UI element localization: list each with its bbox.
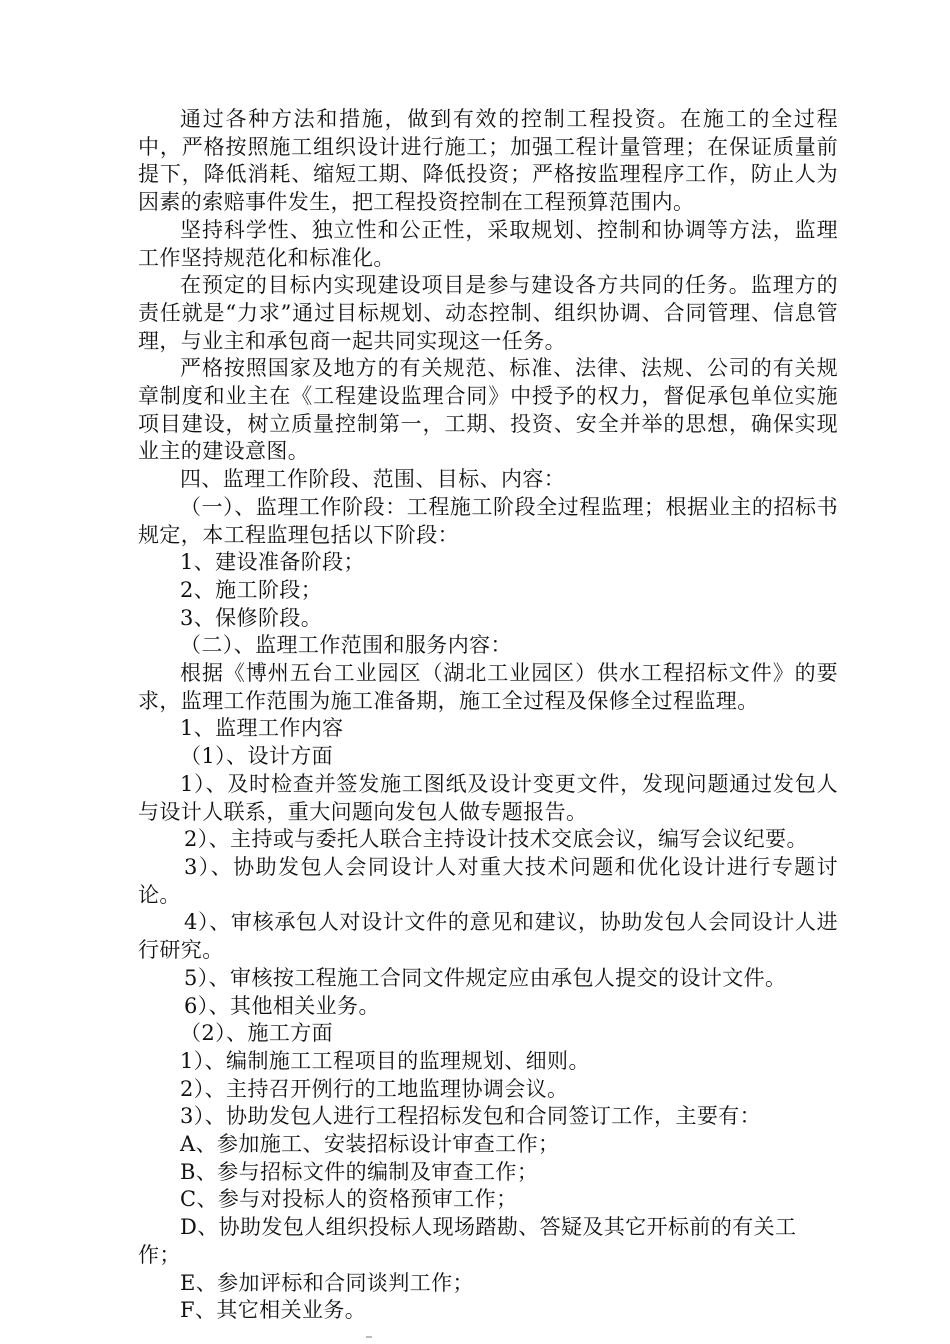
paragraph-investment-control: 通过各种方法和措施，做到有效的控制工程投资。在施工的全过程中，严格按照施工组织设计进行施工；加强工程计量管理；在保证质量前提下，降低消耗、缩短工期、降低投资；严格按监理程序工作，防止人为因素的索赔事件发生，把工程投资控制在工程预算范围内。 [138,107,838,215]
heading-work-content: 1、监理工作内容 [180,716,344,741]
list-item-construction-1: 1）、编制施工工程项目的监理规划、细则。 [180,1048,590,1073]
page-edge-mark [366,1336,372,1338]
heading-design-aspect: （1）、设计方面 [180,744,334,769]
list-item-tender-d: D、协助发包人组织投标人现场踏勘、答疑及其它开标前的有关工作； [138,1215,797,1267]
list-item-design-5: 5）、审核按工程施工合同文件规定应由承包人提交的设计文件。 [184,965,787,990]
list-item-tender-b: B、参与招标文件的编制及审查工作； [180,1159,539,1184]
subsection-scope: （二）、监理工作范围和服务内容： [180,633,512,658]
paragraph-scope-detail: 根据《博州五台工业园区（湖北工业园区）供水工程招标文件》的要求，监理工作范围为施工准备期，施工全过程及保修全过程监理。 [138,661,838,713]
list-item-tender-a: A、参加施工、安装招标设计审查工作； [180,1132,560,1157]
paragraph-regulations: 严格按照国家及地方的有关规范、标准、法律、法规、公司的有关规章制度和业主在《工程建设监理合同》中授予的权力，督促承包单位实施项目建设，树立质量控制第一，工期、投资、安全并举的思想，确保实现业主的建设意图。 [138,356,838,464]
list-item-stage-1: 1、建设准备阶段； [180,550,365,575]
list-item-design-6: 6）、其他相关业务。 [184,993,380,1018]
list-item-design-2: 2）、主持或与委托人联合主持设计技术交底会议，编写会议纪要。 [184,827,808,852]
list-item-stage-3: 3、保修阶段。 [180,605,323,630]
document-body [138,106,838,1325]
list-item-design-4: 4）、审核承包人对设计文件的意见和建议，协助发包人会同设计人进行研究。 [138,910,838,963]
list-item-design-3: 3）、协助发包人会同设计人对重大技术问题和优化设计进行专题讨论。 [138,854,838,907]
list-item-design-1: 1）、及时检查并签发施工图纸及设计变更文件，发现问题通过发包人与设计人联系，重大问题向发包人做专题报告。 [138,771,838,824]
paragraph-scientific-principle: 坚持科学性、独立性和公正性，采取规划、控制和协调等方法，监理工作坚持规范化和标准化。 [138,217,838,270]
list-item-construction-3: 3）、协助发包人进行工程招标发包和合同签订工作，主要有： [180,1104,762,1129]
section-heading-four: 四、监理工作阶段、范围、目标、内容： [180,467,566,492]
list-item-tender-c: C、参与对投标人的资格预审工作； [180,1187,518,1212]
list-item-tender-e: E、参加评标和合同谈判工作； [180,1270,474,1295]
list-item-stage-2: 2、施工阶段； [180,577,323,602]
paragraph-target-realization: 在预定的目标内实现建设项目是参与建设各方共同的任务。监理方的责任就是“力求”通过目标规划、动态控制、组织协调、合同管理、信息管理，与业主和承包商一起共同实现这一任务。 [138,273,838,353]
heading-construction-aspect: （2）、施工方面 [180,1021,334,1046]
list-item-tender-f: F、其它相关业务。 [180,1298,367,1323]
list-item-construction-2: 2）、主持召开例行的工地监理协调会议。 [180,1076,569,1101]
subsection-stages: （一）、监理工作阶段：工程施工阶段全过程监理；根据业主的招标书规定，本工程监理包括以下阶段： [138,494,838,547]
